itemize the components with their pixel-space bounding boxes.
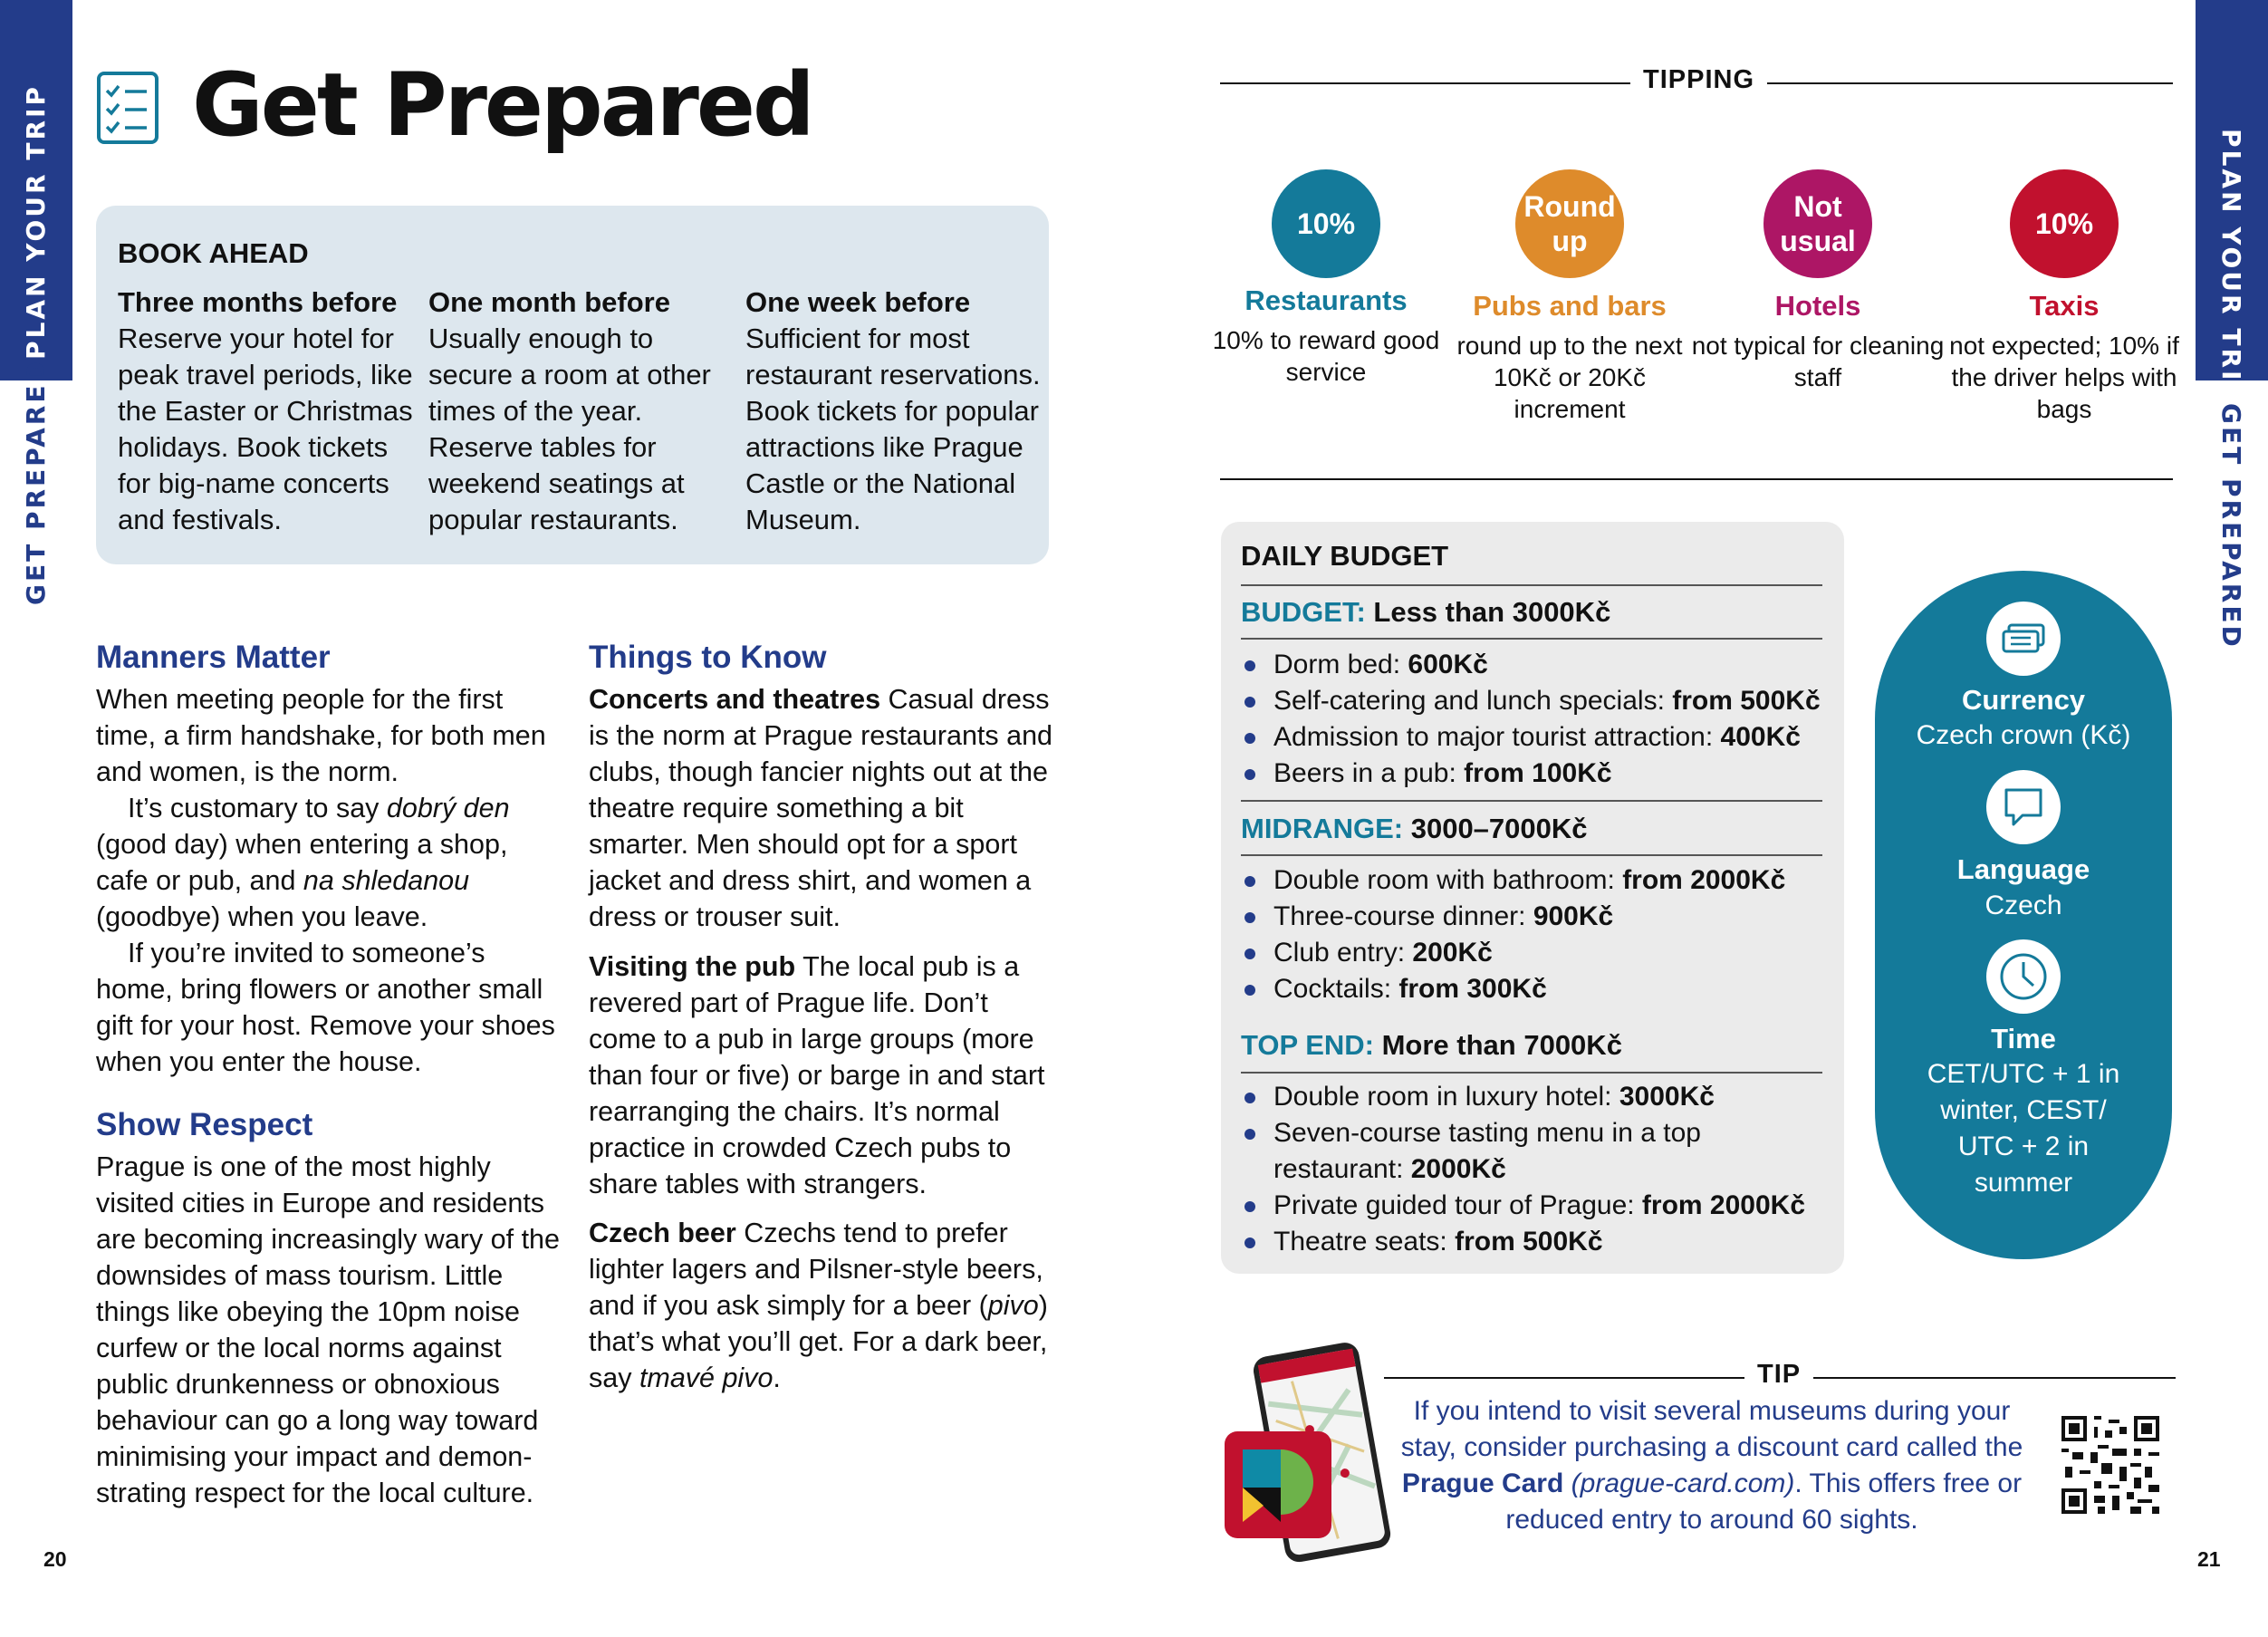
- book-ahead-heading: BOOK AHEAD: [118, 237, 309, 269]
- manners-p3: If you’re invited to someone’s home, bring flowers or another small gift for your host. Remove your shoes when you enter the house.: [96, 938, 555, 1077]
- tip-title-taxis: Taxis: [2029, 290, 2100, 322]
- item-value: from 500Kč: [1455, 1227, 1603, 1257]
- item-label: Three-course dinner:: [1273, 901, 1533, 931]
- tier-budget: [1241, 596, 1610, 629]
- book-line: Sufficient for most: [745, 323, 970, 354]
- beer-italic1: pivo: [987, 1290, 1039, 1321]
- daily-budget-heading: DAILY BUDGET: [1241, 540, 1449, 572]
- clock-icon: [1986, 939, 2061, 1014]
- currency-text: Czech crown (Kč): [1916, 720, 2131, 750]
- book-col-heading: One week before: [745, 286, 971, 318]
- pub-body: The local pub is a revered part of Prague life. Don’t come to a pub in large groups (more than four or five) or barge in and start rearranging the chairs. It’s normal practice in crowded Czech pubs to share tables with strangers.: [589, 951, 1045, 1199]
- tip-badge-taxis: 10%: [2010, 169, 2119, 278]
- item-value: 600Kč: [1408, 650, 1488, 679]
- tip-text-a: If you intend to visit several museums during your stay, consider purchasing a discount card called the: [1400, 1396, 2023, 1462]
- item-value: from 300Kč: [1398, 974, 1547, 1004]
- book-line: the Easter or Christmas: [118, 395, 413, 427]
- time-text: CET/UTC + 1 in winter, CEST/ UTC + 2 in summer: [1927, 1059, 2120, 1198]
- book-col-one-month: [428, 284, 727, 538]
- concerts-body: Casual dress is the norm at Prague restaurants and clubs, though fancier nights out at the theatre require something a bit smarter. Men should opt for a sport jacket and dress shirt, and women a dress or trouser suit.: [589, 684, 1053, 932]
- tip-title-restaurants: Restaurants: [1245, 284, 1408, 316]
- tier-top-end: [1241, 1029, 1622, 1062]
- tier-name: MIDRANGE:: [1241, 813, 1404, 844]
- tip-text-link: (prague-card.com): [1563, 1468, 1795, 1498]
- book-line: Castle or the National: [745, 467, 1016, 499]
- tier-midrange: [1241, 813, 1588, 845]
- item-value: 200Kč: [1412, 938, 1493, 968]
- list-item: [1241, 1079, 1821, 1115]
- book-line: times of the year.: [428, 395, 643, 427]
- item-label: Cocktails:: [1273, 974, 1399, 1004]
- tip-title-pubs: Pubs and bars: [1473, 290, 1667, 322]
- list-item: [1241, 899, 1821, 935]
- beer-a: Czechs tend to prefer lighter lagers and Pilsner-style beers, and if you ask simply for a beer (: [589, 1218, 1043, 1321]
- item-value: 900Kč: [1533, 901, 1614, 931]
- left-get-prepared: GET PREPARED: [21, 359, 51, 605]
- currency-icon: [1986, 602, 2061, 676]
- beer-text: [589, 1215, 1060, 1396]
- list-item: [1241, 756, 1821, 792]
- page-title: Get Prepared: [192, 54, 812, 156]
- book-line: Reserve tables for: [428, 431, 657, 463]
- page-number-left: 20: [43, 1547, 67, 1571]
- manners-p2-b: (good day) when entering a shop, cafe or pub, and: [96, 829, 508, 896]
- concerts-text: [589, 681, 1060, 935]
- language-text: Czech: [1985, 891, 2062, 920]
- item-label: Double room in luxury hotel:: [1273, 1082, 1619, 1112]
- tip-title-hotels: Hotels: [1774, 290, 1861, 322]
- tip-text-b: . This offers free or reduced entry to around 60 sights.: [1505, 1468, 2023, 1535]
- item-value: from 500Kč: [1672, 686, 1821, 716]
- item-value: 400Kč: [1720, 722, 1801, 752]
- manners-p2-italic1: dobrý den: [386, 793, 510, 823]
- tip-badge-pubs: Round up: [1515, 169, 1624, 278]
- tip-desc-pubs: round up to the next 10Kč or 20Kč increment: [1456, 332, 1683, 423]
- language-title: Language: [1956, 853, 2090, 885]
- respect-text: Prague is one of the most highly visited cities in Europe and residents are becoming increasingly wary of the downsides of mass tourism. Little things like obeying the 10pm noise curfew or the local norms against public drunkenness or obnoxious behaviour can go a long way toward minimising your impact and demon-strating respect for the local culture.: [96, 1151, 560, 1508]
- book-line: secure a room at other: [428, 359, 711, 390]
- manners-p1: When meeting people for the first time, a firm handshake, for both men and women, is the norm.: [96, 684, 546, 787]
- item-label: Self-catering and lunch specials:: [1273, 686, 1673, 716]
- item-value: from 2000Kč: [1622, 865, 1786, 895]
- list-item: [1241, 647, 1821, 683]
- item-value: from 100Kč: [1464, 758, 1612, 788]
- budget-rule: [1241, 800, 1822, 802]
- tier-range: Less than 3000Kč: [1365, 596, 1611, 628]
- manners-p2-a: It’s customary to say: [128, 793, 387, 823]
- tip-desc-restaurants: 10% to reward good service: [1212, 326, 1440, 386]
- tipping-rule-bottom: [1220, 478, 2173, 480]
- pub-text: [589, 948, 1060, 1202]
- book-col-one-week: [745, 284, 1044, 538]
- concerts-lead: Concerts and theatres: [589, 684, 881, 715]
- things-heading: Things to Know: [589, 640, 827, 675]
- book-line: weekend seatings at: [428, 467, 685, 499]
- beer-c: .: [773, 1363, 781, 1393]
- tip-badge-hotels: Not usual: [1763, 169, 1872, 278]
- budget-list: [1241, 647, 1821, 792]
- book-line: Usually enough to: [428, 323, 654, 354]
- respect-heading: Show Respect: [96, 1107, 313, 1142]
- book-col-heading: Three months before: [118, 286, 398, 318]
- book-line: holidays. Book tickets: [118, 431, 389, 463]
- book-col-three-months: [118, 284, 417, 538]
- book-line: attractions like Prague: [745, 431, 1023, 463]
- item-label: Private guided tour of Prague:: [1273, 1190, 1642, 1220]
- item-label: Theatre seats:: [1273, 1227, 1456, 1257]
- list-item: [1241, 1188, 1821, 1224]
- tip-badge-restaurants: 10%: [1272, 169, 1380, 278]
- book-line: peak travel periods, like: [118, 359, 413, 390]
- item-label: Double room with bathroom:: [1273, 865, 1623, 895]
- tip-text-bold: Prague Card: [1401, 1468, 1564, 1498]
- beer-italic2: tmavé pivo: [639, 1363, 774, 1393]
- speech-bubble-icon: [1986, 770, 2061, 844]
- time-title: Time: [1991, 1023, 2056, 1054]
- book-line: for big-name concerts: [118, 467, 389, 499]
- currency-title: Currency: [1961, 684, 2086, 716]
- book-col-heading: One month before: [428, 286, 670, 318]
- item-value: 2000Kč: [1410, 1154, 1506, 1184]
- item-label: Beers in a pub:: [1273, 758, 1465, 788]
- tier-name: BUDGET:: [1241, 596, 1366, 628]
- tip-desc-hotels: not typical for cleaning staff: [1691, 332, 1945, 391]
- manners-text: [96, 681, 567, 1080]
- page-number-right: 21: [2197, 1547, 2221, 1571]
- list-item: [1241, 862, 1821, 899]
- checklist-icon: [96, 71, 159, 145]
- list-item: [1241, 971, 1821, 1007]
- manners-p2: [96, 790, 567, 935]
- book-line: and festivals.: [118, 504, 282, 535]
- book-line: Reserve your hotel for: [118, 323, 394, 354]
- qr-code[interactable]: [2061, 1416, 2159, 1514]
- list-item: [1241, 1224, 1821, 1260]
- budget-rule: [1241, 584, 1822, 586]
- item-label: Admission to major tourist attraction:: [1273, 722, 1721, 752]
- left-plan-your-trip: PLAN YOUR TRIP: [21, 84, 51, 360]
- list-item: [1241, 1115, 1821, 1188]
- top-end-list: [1241, 1079, 1821, 1260]
- manners-p2-c: (goodbye) when you leave.: [96, 901, 428, 932]
- manners-p2-italic2: na shledanou: [303, 865, 470, 896]
- book-line: Book tickets for popular: [745, 395, 1039, 427]
- tier-name: TOP END:: [1241, 1029, 1374, 1061]
- tip-label: TIP: [1744, 1360, 1813, 1390]
- item-label: Seven-course tasting menu in a top restaurant:: [1273, 1118, 1701, 1184]
- budget-rule: [1241, 854, 1822, 856]
- midrange-list: [1241, 862, 1821, 1007]
- tip-text: [1386, 1393, 2038, 1538]
- manners-heading: Manners Matter: [96, 640, 331, 675]
- pub-lead: Visiting the pub: [589, 951, 796, 982]
- item-value: 3000Kč: [1619, 1082, 1715, 1112]
- list-item: [1241, 719, 1821, 756]
- right-plan-your-trip: PLAN YOUR TRIP: [2216, 129, 2246, 404]
- prague-card-app-illustration: [1214, 1341, 1395, 1567]
- book-line: Museum.: [745, 504, 861, 535]
- budget-rule: [1241, 1072, 1822, 1074]
- list-item: [1241, 683, 1821, 719]
- list-item: [1241, 935, 1821, 971]
- book-line: popular restaurants.: [428, 504, 678, 535]
- book-line: restaurant reservations.: [745, 359, 1041, 390]
- tip-desc-taxis: not expected; 10% if the driver helps with bags: [1949, 332, 2179, 423]
- item-label: Club entry:: [1273, 938, 1413, 968]
- beer-lead: Czech beer: [589, 1218, 736, 1248]
- tier-range: More than 7000Kč: [1374, 1029, 1622, 1061]
- right-get-prepared: GET PREPARED: [2216, 403, 2246, 650]
- beer-b: ) that’s what you’ll get. For a dark beer, say: [589, 1290, 1048, 1393]
- tipping-label: TIPPING: [1630, 65, 1767, 95]
- budget-rule: [1241, 638, 1822, 640]
- item-label: Dorm bed:: [1273, 650, 1408, 679]
- item-value: from 2000Kč: [1641, 1190, 1806, 1220]
- tier-range: 3000–7000Kč: [1403, 813, 1588, 844]
